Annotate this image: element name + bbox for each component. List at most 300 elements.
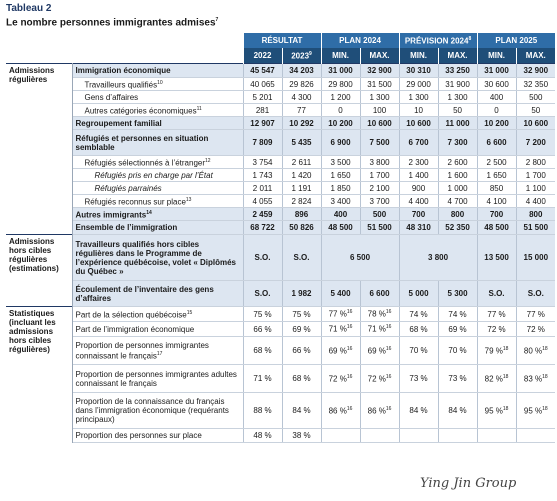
table-row — [6, 182, 555, 195]
cell-value: 73 % — [448, 374, 467, 383]
row-label — [72, 64, 243, 78]
row-label-text: Travailleurs qualifiés — [84, 80, 158, 90]
table-row — [6, 208, 555, 221]
table-cell — [321, 156, 360, 169]
cell-value: 75 % — [292, 309, 311, 319]
row-label — [72, 169, 243, 182]
cell-value: 74 % — [448, 309, 467, 319]
row-note: 11 — [196, 105, 202, 112]
section-statistiques: Statistiques (incluant les admissions hors cibles régulières) — [6, 307, 72, 443]
cell-note: 16 — [346, 405, 353, 412]
row-note: 10 — [157, 79, 163, 86]
cell-value: 1 982 — [291, 289, 312, 298]
table-cell — [438, 195, 477, 208]
cell-value: 88 % — [253, 406, 272, 415]
table-cell — [243, 64, 282, 78]
cell-value: 2 800 — [525, 157, 546, 167]
cell-value: 34 203 — [289, 66, 314, 75]
table-cell — [438, 182, 477, 195]
cell-value: 50 826 — [289, 223, 314, 232]
row-label-text: Part de la sélection québécoise — [75, 310, 187, 320]
cell-value: 77 % — [328, 309, 347, 319]
table-cell — [516, 429, 555, 443]
cell-value: 10 200 — [328, 118, 353, 128]
cell-value: 1 300 — [447, 92, 468, 102]
table-row — [6, 235, 555, 281]
table-cell — [438, 104, 477, 117]
cell-value: 74 % — [409, 309, 428, 319]
table-cell — [360, 182, 399, 195]
table-cell — [438, 281, 477, 307]
table-cell — [321, 235, 399, 281]
cell-note: 16 — [385, 345, 392, 352]
cell-value: 29 000 — [406, 79, 431, 89]
table-cell — [438, 221, 477, 235]
header-2023-label: 2023 — [291, 51, 310, 61]
table-cell — [399, 91, 438, 104]
table-cell — [516, 221, 555, 235]
table-cell — [438, 78, 477, 91]
table-row — [6, 104, 555, 117]
row-label-text: Proportion des personnes sur place — [75, 431, 202, 440]
table-cell — [243, 307, 282, 322]
cell-value: 1 100 — [525, 183, 546, 193]
table-cell — [360, 117, 399, 130]
cell-note: 18 — [502, 405, 509, 412]
cell-value: 6 900 — [330, 138, 351, 147]
table-cell — [360, 429, 399, 443]
table-cell — [360, 337, 399, 365]
row-label-text: Proportion de personnes immigrantes connaissant le français — [75, 340, 209, 361]
cell-value: 7 809 — [252, 138, 273, 147]
table-cell — [321, 393, 360, 429]
cell-value: 1 700 — [525, 170, 546, 180]
table-cell — [321, 64, 360, 78]
cell-value: 13 500 — [484, 253, 509, 262]
cell-value: 10 200 — [484, 118, 509, 128]
table-cell — [438, 91, 477, 104]
cell-value: 896 — [294, 209, 309, 219]
header-min: MIN. — [477, 48, 516, 64]
table-title: Tableau 2 — [6, 3, 52, 14]
cell-value: 31 000 — [328, 66, 353, 75]
table-cell — [399, 365, 438, 393]
cell-value: 32 350 — [523, 79, 549, 89]
table-cell — [360, 322, 399, 337]
cell-value: 3 754 — [252, 157, 273, 167]
cell-value: 72 % — [328, 374, 347, 384]
cell-note: 16 — [346, 309, 353, 316]
header-2023 — [282, 48, 321, 64]
table-cell — [477, 64, 516, 78]
header-min: MIN. — [399, 48, 438, 64]
table-cell — [438, 337, 477, 365]
cell-value: 2 300 — [408, 157, 429, 167]
header-2022: 2022 — [243, 48, 282, 64]
table-cell — [321, 78, 360, 91]
table-cell — [282, 429, 321, 443]
cell-value: S.O. — [527, 289, 544, 298]
cell-value: 5 201 — [252, 92, 273, 102]
table-cell — [243, 235, 282, 281]
cell-note: 18 — [542, 345, 548, 352]
table-cell — [516, 64, 555, 78]
cell-value: 6 500 — [350, 253, 371, 262]
table-cell — [516, 393, 555, 429]
table-cell — [516, 208, 555, 221]
cell-value: 10 600 — [367, 118, 392, 128]
table-cell — [399, 104, 438, 117]
table-cell — [321, 117, 360, 130]
table-cell — [243, 169, 282, 182]
cell-value: 77 % — [487, 309, 506, 319]
table-cell — [282, 156, 321, 169]
cell-value: 77 — [297, 105, 306, 115]
cell-value: 800 — [529, 209, 543, 219]
table-cell — [360, 307, 399, 322]
cell-value: 281 — [255, 105, 270, 115]
header-max: MAX. — [438, 48, 477, 64]
table-cell — [438, 307, 477, 322]
cell-value: 1 650 — [330, 170, 351, 180]
header-prevision-2024 — [399, 33, 477, 48]
cell-value: 95 % — [523, 406, 543, 416]
table-cell — [477, 78, 516, 91]
cell-value: 500 — [529, 92, 543, 102]
header-min: MIN. — [321, 48, 360, 64]
table-cell — [360, 130, 399, 156]
cell-value: 2 500 — [486, 157, 507, 167]
header-prevision-label: PRÉVISION 2024 — [404, 36, 469, 46]
header-plan-2025: PLAN 2025 — [477, 33, 555, 48]
cell-value: 4 700 — [447, 196, 468, 206]
cell-value: 68 % — [253, 346, 272, 355]
cell-value: 83 % — [523, 374, 543, 384]
table-row — [6, 78, 555, 91]
cell-value: 4 100 — [486, 196, 507, 206]
table-row — [6, 322, 555, 337]
cell-note: 16 — [346, 345, 353, 352]
cell-value: 4 400 — [525, 196, 546, 206]
immigration-table — [6, 33, 555, 443]
cell-value: 78 % — [367, 309, 386, 319]
table-cell — [438, 169, 477, 182]
table-row — [6, 130, 555, 156]
cell-value: 1 191 — [291, 183, 312, 193]
table-cell — [243, 195, 282, 208]
row-label-text: Réfugiés et personnes en situation semblable — [75, 133, 209, 152]
table-cell — [399, 337, 438, 365]
header-2023-note: 9 — [309, 50, 312, 57]
table-cell — [516, 281, 555, 307]
cell-value: 5 000 — [408, 289, 429, 298]
table-cell — [438, 393, 477, 429]
table-cell — [360, 91, 399, 104]
row-label-text: Travailleurs qualifiés hors cibles régulières dans le Programme de l’expérience québécoise, volet « Diplômés du Québec » — [75, 239, 237, 276]
table-cell — [321, 322, 360, 337]
cell-value: 3 400 — [330, 196, 351, 206]
row-label — [72, 182, 243, 195]
table-cell — [282, 78, 321, 91]
table-cell — [399, 429, 438, 443]
table-cell — [516, 130, 555, 156]
cell-value: 11 000 — [445, 118, 470, 128]
row-label — [72, 235, 243, 281]
table-cell — [477, 208, 516, 221]
cell-value: 7 200 — [525, 138, 546, 147]
table-cell — [321, 365, 360, 393]
cell-value: 1 850 — [330, 183, 351, 193]
cell-value: 1 000 — [447, 183, 468, 193]
row-label-text: Réfugiés reconnus sur place — [84, 197, 186, 207]
table-cell — [477, 117, 516, 130]
cell-value: 2 611 — [291, 157, 312, 167]
cell-value: 32 900 — [367, 66, 392, 75]
cell-value: 72 % — [367, 374, 386, 384]
table-cell — [282, 117, 321, 130]
row-label — [72, 221, 243, 235]
cell-value: 500 — [372, 209, 387, 219]
table-cell — [360, 169, 399, 182]
cell-note: 16 — [385, 324, 392, 331]
cell-value: 2 600 — [447, 157, 468, 167]
cell-value: 69 % — [328, 346, 347, 356]
row-label-text: Immigration économique — [75, 66, 171, 75]
row-label — [72, 208, 243, 221]
cell-value: 86 % — [328, 406, 347, 416]
row-label-text: Gens d’affaires — [84, 92, 139, 102]
table-cell — [321, 429, 360, 443]
cell-value: 31 000 — [484, 66, 509, 75]
row-label-text: Regroupement familial — [75, 118, 162, 128]
table-cell — [282, 91, 321, 104]
cell-value: 70 % — [409, 346, 428, 355]
table-cell — [360, 64, 399, 78]
table-cell — [360, 156, 399, 169]
row-label-text: Proportion de personnes immigrantes adultes connaissant le français — [75, 369, 237, 388]
table-cell — [477, 322, 516, 337]
cell-value: 700 — [489, 209, 504, 219]
table-cell — [399, 393, 438, 429]
cell-value: S.O. — [254, 289, 271, 298]
table-cell — [243, 78, 282, 91]
table-cell — [282, 64, 321, 78]
table-cell — [321, 195, 360, 208]
cell-value: 10 600 — [406, 118, 431, 128]
cell-value: 10 292 — [289, 118, 314, 128]
header-row-groups — [6, 33, 555, 48]
cell-value: 84 % — [448, 406, 467, 415]
header-plan-2024: PLAN 2024 — [321, 33, 399, 48]
cell-value: 95 % — [484, 406, 503, 416]
cell-value: 69 % — [367, 346, 386, 356]
cell-value: 0 — [494, 105, 499, 115]
table-cell — [321, 208, 360, 221]
table-cell — [516, 117, 555, 130]
cell-value: 1 650 — [486, 170, 507, 180]
cell-value: 15 000 — [523, 253, 549, 262]
cell-value: 1 300 — [369, 92, 390, 102]
row-label-text: Ensemble de l’immigration — [75, 223, 178, 232]
cell-value: 31 900 — [445, 79, 470, 89]
cell-value: 1 200 — [330, 92, 351, 102]
cell-value: 6 700 — [408, 138, 429, 147]
table-cell — [516, 195, 555, 208]
cell-value: 7 300 — [447, 138, 468, 147]
table-cell — [399, 307, 438, 322]
row-note: 15 — [186, 309, 193, 316]
table-cell — [438, 64, 477, 78]
cell-value: 48 310 — [406, 223, 431, 232]
cell-value: 3 700 — [369, 196, 390, 206]
cell-value: 2 459 — [252, 209, 273, 219]
cell-value: 1 743 — [252, 170, 273, 180]
cell-value: 12 907 — [250, 118, 275, 128]
table-cell — [438, 365, 477, 393]
cell-value: 5 400 — [330, 289, 351, 298]
table-cell — [360, 195, 399, 208]
row-label-text: Réfugiés parrainés — [94, 183, 162, 193]
table-cell — [360, 104, 399, 117]
cell-value: 75 % — [253, 309, 272, 319]
table-cell — [399, 117, 438, 130]
row-label — [72, 429, 243, 443]
cell-value: 84 % — [292, 406, 311, 415]
table-row — [6, 169, 555, 182]
header-prevision-note: 8 — [468, 35, 472, 42]
cell-value: 0 — [338, 105, 343, 115]
table-cell — [399, 281, 438, 307]
table-cell — [321, 91, 360, 104]
table-row — [6, 91, 555, 104]
table-cell — [282, 104, 321, 117]
row-label — [72, 365, 243, 393]
table-cell — [282, 393, 321, 429]
cell-value: 71 % — [367, 324, 386, 334]
cell-note: 16 — [385, 309, 392, 316]
cell-value: 45 547 — [250, 66, 275, 75]
row-label — [72, 195, 243, 208]
table-cell — [399, 195, 438, 208]
row-label — [72, 130, 243, 156]
cell-value: 10 — [414, 105, 423, 115]
table-cell — [399, 169, 438, 182]
cell-value: 30 310 — [406, 66, 431, 75]
cell-value: 80 % — [523, 346, 543, 356]
table-cell — [243, 91, 282, 104]
row-label — [72, 156, 243, 169]
cell-value: 1 600 — [447, 170, 468, 180]
cell-value: 7 500 — [369, 138, 390, 147]
cell-value: 50 — [531, 105, 541, 115]
cell-note: 18 — [542, 405, 548, 412]
table-row — [6, 281, 555, 307]
cell-value: 3 800 — [428, 253, 449, 262]
cell-value: 400 — [333, 209, 348, 219]
table-cell — [282, 195, 321, 208]
cell-value: 84 % — [409, 406, 428, 415]
table-cell — [321, 221, 360, 235]
table-cell — [321, 182, 360, 195]
table-row — [6, 64, 555, 78]
subtitle-note: 7 — [215, 17, 219, 23]
table-row — [6, 117, 555, 130]
watermark-logo: Ying Jin Group — [420, 476, 517, 491]
table-cell — [438, 117, 477, 130]
table-cell — [477, 169, 516, 182]
cell-value: 50 — [453, 105, 462, 115]
cell-value: 70 % — [448, 346, 467, 355]
table-cell — [477, 429, 516, 443]
row-label — [72, 78, 243, 91]
cell-value: 51 500 — [367, 223, 392, 232]
cell-value: 86 % — [367, 406, 386, 416]
cell-value: 2 100 — [369, 183, 390, 193]
row-label-text: Part de l’immigration économique — [75, 324, 195, 334]
table-cell — [399, 156, 438, 169]
table-cell — [321, 307, 360, 322]
cell-value: 700 — [411, 209, 426, 219]
cell-note: 16 — [346, 373, 353, 380]
table-row — [6, 156, 555, 169]
row-label — [72, 104, 243, 117]
table-cell — [321, 169, 360, 182]
section-hors-cibles: Admissions hors cibles régulières (estimations) — [6, 235, 72, 307]
cell-value: 29 826 — [289, 79, 314, 89]
cell-note: 18 — [502, 345, 509, 352]
cell-value: 850 — [489, 183, 504, 193]
row-note: 12 — [205, 157, 211, 164]
table-cell — [243, 130, 282, 156]
table-cell — [399, 130, 438, 156]
table-cell — [282, 235, 321, 281]
cell-value: 48 500 — [484, 223, 509, 232]
cell-value: 69 % — [292, 324, 311, 334]
table-cell — [438, 156, 477, 169]
table-cell — [282, 182, 321, 195]
cell-value: 4 055 — [252, 196, 273, 206]
table-cell — [282, 169, 321, 182]
table-cell — [243, 208, 282, 221]
cell-value: 72 % — [526, 324, 545, 334]
table-cell — [321, 281, 360, 307]
table-cell — [399, 221, 438, 235]
cell-value: 68 % — [292, 374, 311, 383]
cell-value: 5 300 — [447, 289, 468, 298]
table-cell — [282, 221, 321, 235]
table-row — [6, 307, 555, 322]
table-cell — [243, 117, 282, 130]
table-cell — [360, 221, 399, 235]
table-row — [6, 337, 555, 365]
cell-value: 1 400 — [408, 170, 429, 180]
table-cell — [477, 235, 516, 281]
table-cell — [516, 182, 555, 195]
cell-value: S.O. — [293, 253, 310, 262]
table-cell — [360, 281, 399, 307]
table-cell — [243, 393, 282, 429]
cell-value: 29 800 — [328, 79, 353, 89]
table-cell — [243, 221, 282, 235]
table-subtitle — [6, 17, 218, 28]
table-cell — [282, 130, 321, 156]
table-cell — [282, 281, 321, 307]
table-row — [6, 429, 555, 443]
cell-value: 51 500 — [523, 223, 549, 232]
table-cell — [282, 322, 321, 337]
cell-value: 2 011 — [252, 183, 273, 193]
cell-value: 32 900 — [523, 66, 549, 75]
